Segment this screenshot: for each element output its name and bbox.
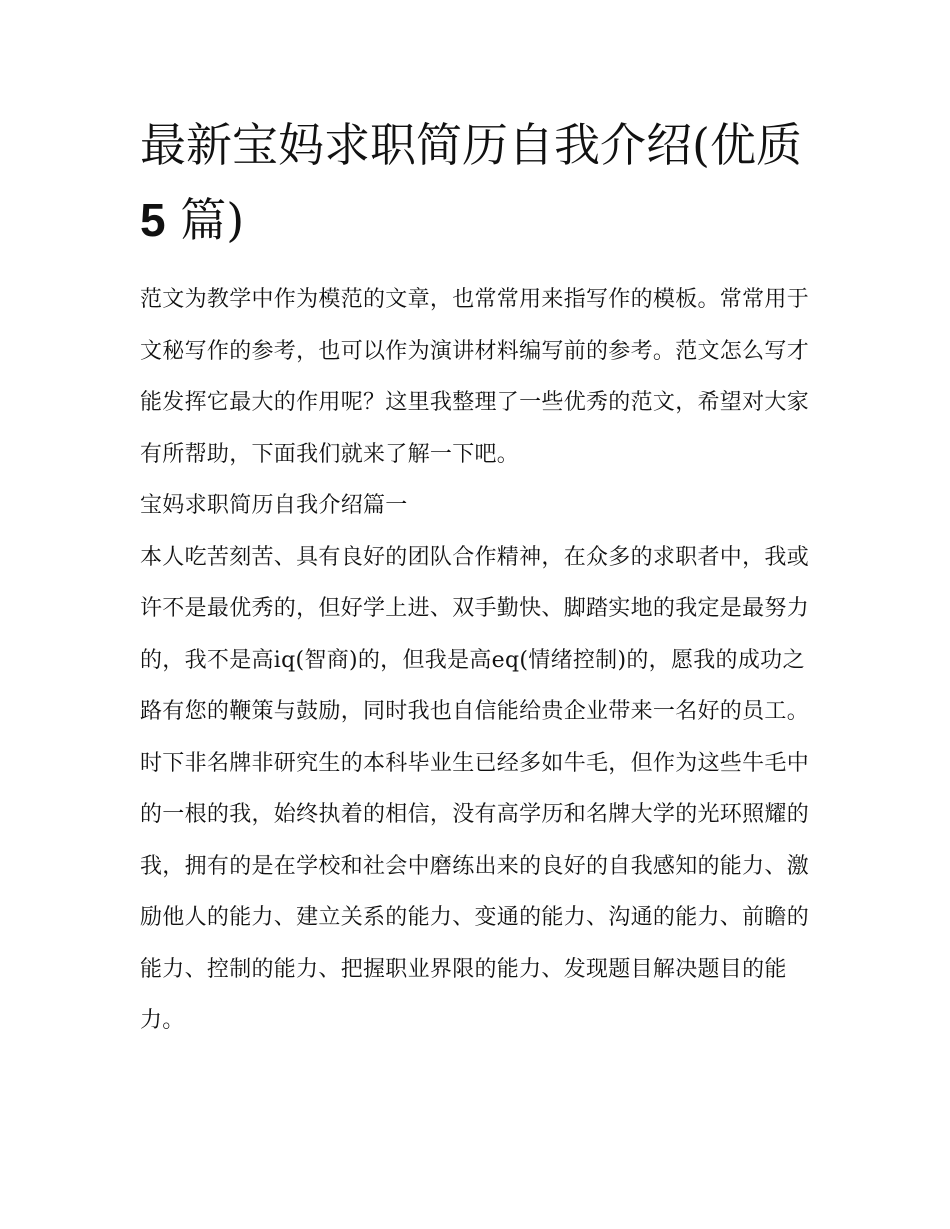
document-title: [140, 108, 812, 258]
title-number: 5: [140, 194, 166, 246]
body-paragraph-2: 时下非名牌非研究生的本科毕业生已经多如牛毛，但作为这些牛毛中的一根的我，始终执着的相信，没有高学历和名牌大学的光环照耀的我，拥有的是在学校和社会中磨练出来的良好的自我感知的能力、激励他人的能力、建立关系的能力、变通的能力、沟通的能力、前瞻的能力、控制的能力、把握职业界限的能力、发现题目解决题目的能力。: [140, 750, 810, 1033]
document-content: [140, 108, 812, 1047]
title-text-part-2: 篇): [165, 193, 245, 247]
title-text-part-1: 最新宝妈求职简历自我介绍(优质: [140, 118, 802, 172]
intro-paragraph: 范文为教学中作为模范的文章，也常常用来指写作的模板。常常用于文秘写作的参考，也可以作为演讲材料编写前的参考。范文怎么写才能发挥它最大的作用呢？这里我整理了一些优秀的范文，希望对大家有所帮助，下面我们就来了解一下吧。: [140, 287, 810, 467]
document-body: [140, 274, 812, 1047]
section-heading: 宝妈求职简历自我介绍篇一: [140, 493, 408, 518]
body-paragraph-1: 本人吃苦刻苦、具有良好的团队合作精神，在众多的求职者中，我或许不是最优秀的，但好学上进、双手勤快、脚踏实地的我定是最努力的，我不是高iq(智商)的，但我是高eq(情绪控制)的，愿我的成功之路有您的鞭策与鼓励，同时我也自信能给贵企业带来一名好的员工。: [140, 544, 810, 724]
